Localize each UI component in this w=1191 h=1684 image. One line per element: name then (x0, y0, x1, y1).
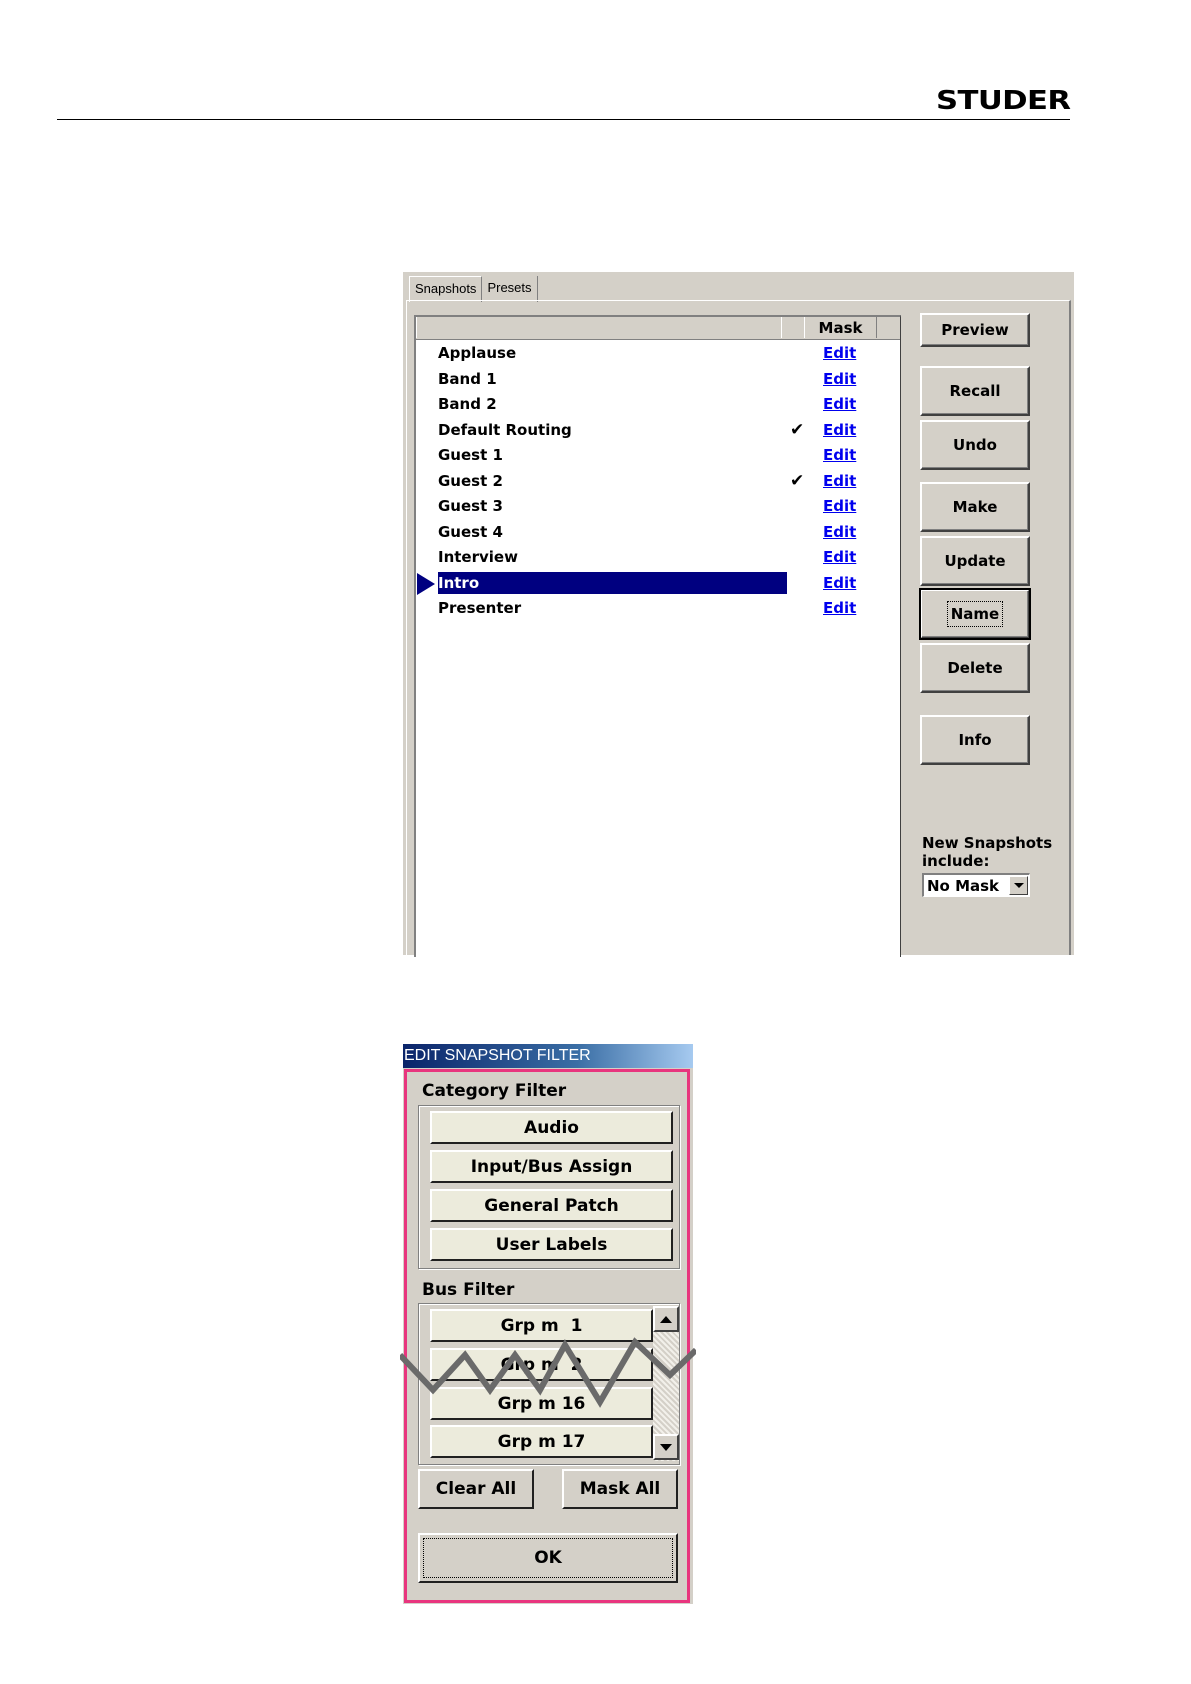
recall-button-label: Recall (949, 382, 1001, 400)
header-name-column[interactable] (416, 317, 782, 338)
new-snapshots-label (922, 834, 1052, 870)
new-snapshots-label-line1: New Snapshots (922, 834, 1053, 852)
edit-mask-link[interactable]: Edit (823, 369, 857, 388)
clear-all-label: Clear All (435, 1479, 517, 1499)
snapshot-name[interactable]: Band 1 (438, 369, 497, 388)
name-button[interactable] (920, 589, 1030, 639)
snapshot-name[interactable]: Default Routing (438, 420, 572, 439)
info-button-label: Info (958, 731, 992, 749)
ok-button[interactable] (418, 1533, 678, 1583)
name-button-label: Name (950, 605, 1000, 623)
dropdown-arrow-icon[interactable] (1009, 876, 1028, 895)
header-mask-column[interactable]: Mask (804, 317, 877, 338)
edit-mask-link[interactable]: Edit (823, 548, 857, 566)
mask-check-icon: ✔ (790, 419, 805, 439)
tab-presets[interactable]: Presets (482, 276, 537, 302)
bus-grp-m-16-label: Grp m 16 (497, 1393, 586, 1414)
edit-mask-link[interactable]: Edit (823, 497, 857, 515)
mask-all-button[interactable] (562, 1469, 678, 1509)
edit-mask-link[interactable]: Edit (823, 522, 857, 541)
preview-button[interactable] (920, 313, 1030, 347)
studer-logo: STUDER (936, 86, 1071, 116)
scroll-down-icon[interactable] (653, 1434, 679, 1460)
snapshot-list[interactable] (414, 315, 901, 957)
bus-grp-m-2-label: Grp m 2 (500, 1354, 583, 1375)
edit-mask-link[interactable]: Edit (823, 395, 857, 413)
snapshot-row[interactable] (416, 519, 900, 544)
snapshot-name[interactable]: Interview (438, 548, 518, 566)
snapshot-name[interactable]: Guest 3 (438, 497, 503, 515)
current-snapshot-arrow-icon (417, 573, 435, 595)
bus-grp-m-17-label: Grp m 17 (497, 1431, 586, 1452)
mask-all-label: Mask All (579, 1479, 661, 1499)
undo-button[interactable] (920, 420, 1030, 470)
update-button-label: Update (944, 552, 1006, 570)
mask-select[interactable] (922, 873, 1030, 897)
category-input-bus-assign-button[interactable] (430, 1150, 673, 1183)
snapshot-name[interactable]: Intro (438, 572, 787, 594)
category-audio-button[interactable] (430, 1111, 673, 1144)
list-header (416, 317, 900, 340)
snapshot-row[interactable] (416, 391, 900, 416)
preview-button-label: Preview (941, 321, 1009, 339)
recall-button[interactable] (920, 366, 1030, 416)
category-input-bus-assign-label: Input/Bus Assign (470, 1156, 633, 1177)
edit-mask-link[interactable]: Edit (823, 573, 857, 592)
bus-grp-m-1-label: Grp m 1 (500, 1315, 583, 1336)
update-button[interactable] (920, 536, 1030, 586)
snapshot-name[interactable]: Guest 4 (438, 522, 503, 541)
snapshot-name[interactable]: Guest 2 (438, 471, 503, 490)
header-check-column[interactable] (781, 317, 805, 338)
edit-mask-link[interactable]: Edit (823, 420, 857, 439)
make-button[interactable] (920, 482, 1030, 532)
scroll-up-icon[interactable] (653, 1306, 679, 1332)
ok-label: OK (534, 1548, 562, 1568)
edit-mask-link[interactable]: Edit (823, 344, 857, 362)
snapshot-row[interactable] (416, 544, 900, 569)
snapshot-row[interactable] (416, 595, 900, 620)
bus-filter-label: Bus Filter (422, 1280, 515, 1300)
new-snapshots-label-line2: include: (922, 852, 990, 870)
edit-mask-link[interactable]: Edit (823, 599, 857, 617)
category-audio-label: Audio (524, 1117, 579, 1138)
snapshot-row[interactable] (416, 442, 900, 467)
mask-select-value: No Mask (927, 877, 1000, 895)
edit-mask-link[interactable]: Edit (823, 446, 857, 464)
edit-mask-link[interactable]: Edit (823, 471, 857, 490)
snapshot-row[interactable] (416, 468, 900, 493)
snapshot-row[interactable] (416, 570, 900, 595)
category-general-patch-button[interactable] (430, 1189, 673, 1222)
snapshot-row[interactable] (416, 417, 900, 442)
make-button-label: Make (952, 498, 998, 516)
category-user-labels-button[interactable] (430, 1228, 673, 1261)
header-rule (57, 119, 1070, 120)
tab-strip (409, 276, 538, 302)
delete-button-label: Delete (947, 659, 1003, 677)
undo-button-label: Undo (953, 436, 997, 454)
snapshots-panel (403, 272, 1074, 955)
snapshot-name[interactable]: Presenter (438, 599, 522, 617)
edit-snapshot-filter-dialog (403, 1044, 693, 1604)
snapshot-name[interactable]: Guest 1 (438, 446, 503, 464)
clear-all-button[interactable] (418, 1469, 534, 1509)
break-line-icon (400, 1330, 696, 1410)
mask-check-icon: ✔ (790, 470, 805, 490)
category-filter-label: Category Filter (422, 1081, 567, 1101)
snapshot-row[interactable] (416, 493, 900, 518)
snapshot-row[interactable] (416, 366, 900, 391)
delete-button[interactable] (920, 643, 1030, 693)
category-user-labels-label: User Labels (495, 1234, 608, 1255)
dialog-title: EDIT SNAPSHOT FILTER (403, 1044, 693, 1068)
info-button[interactable] (920, 715, 1030, 765)
bus-grp-m-17-button[interactable] (430, 1425, 653, 1458)
snapshot-name[interactable]: Applause (438, 344, 517, 362)
tab-snapshots[interactable]: Snapshots (409, 276, 482, 302)
category-general-patch-label: General Patch (484, 1195, 619, 1216)
snapshot-name[interactable]: Band 2 (438, 395, 497, 413)
snapshot-row[interactable] (416, 340, 900, 365)
